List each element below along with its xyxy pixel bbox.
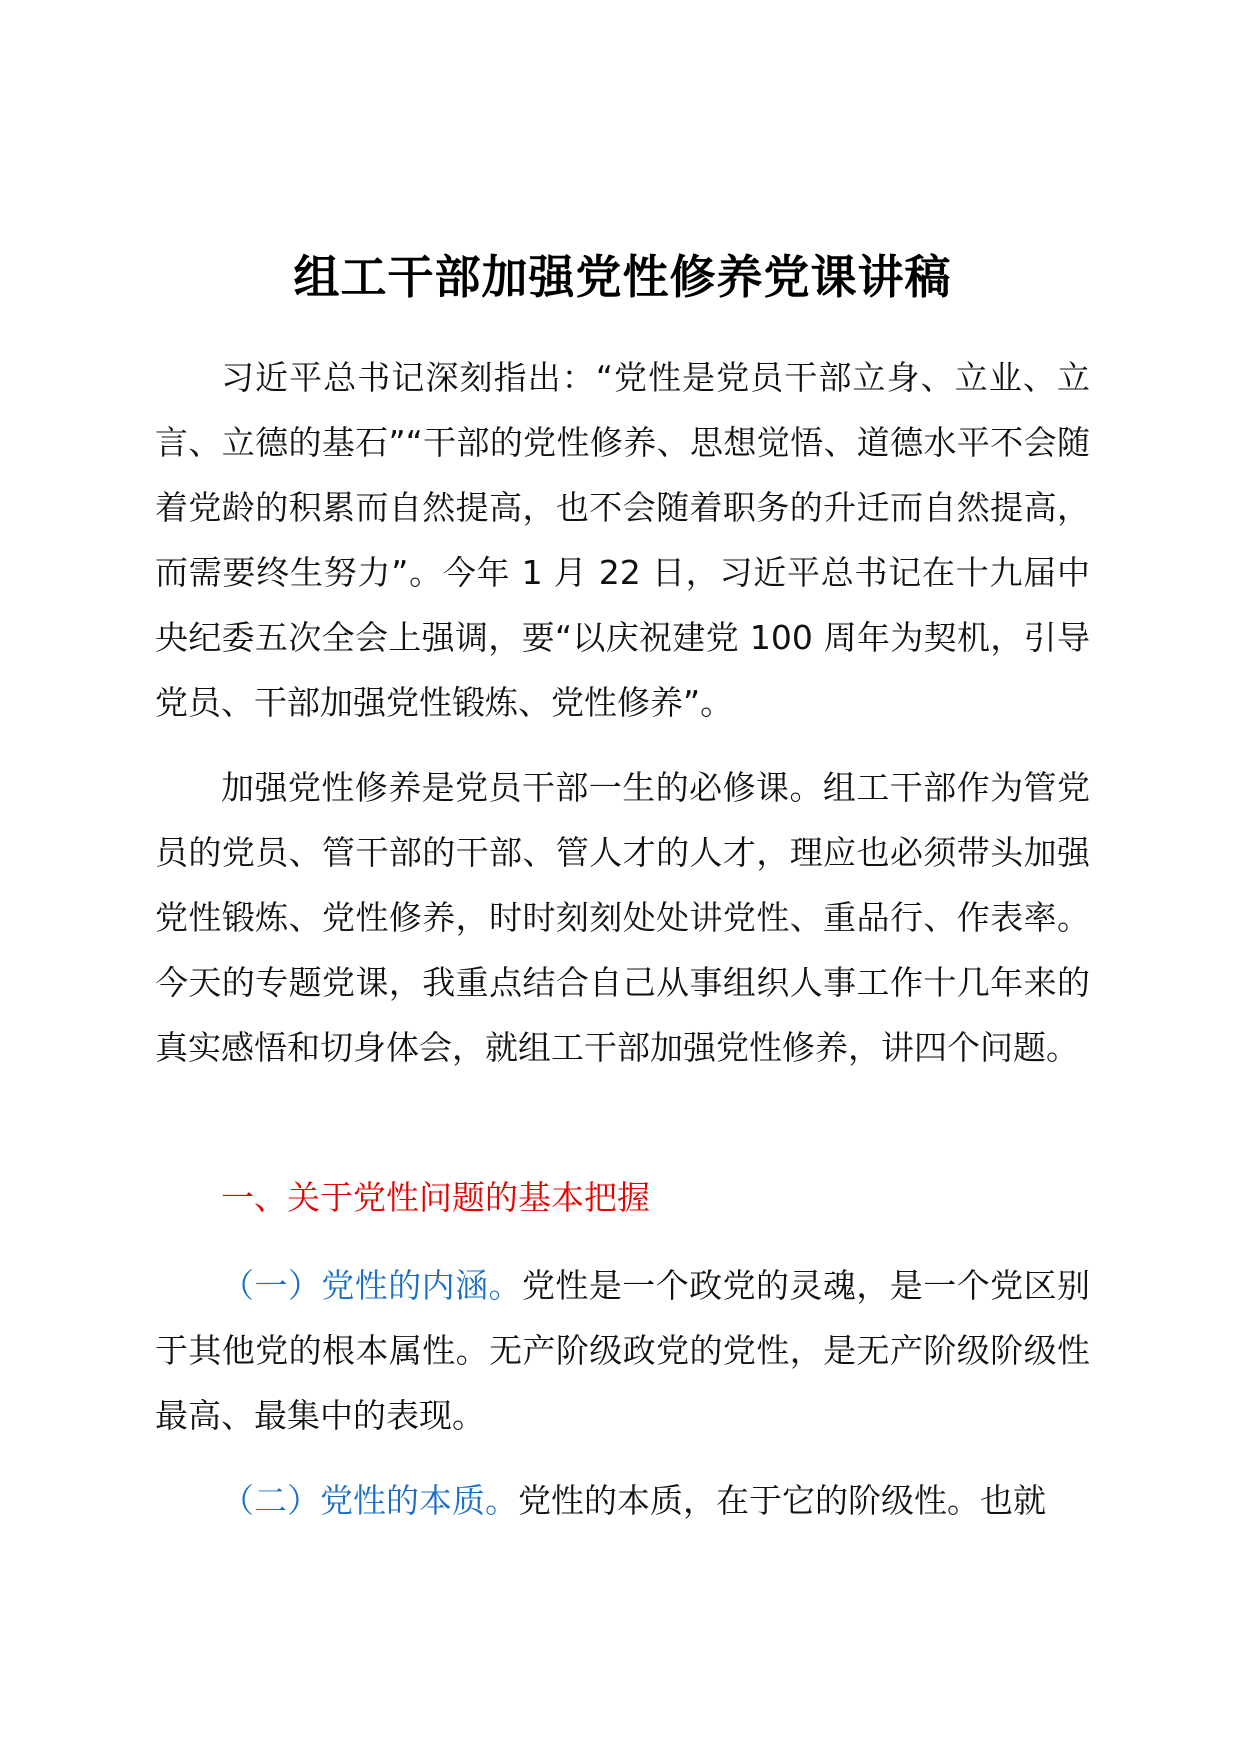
subsection-1-label: （一）党性的内涵。 bbox=[221, 1266, 522, 1305]
subsection-2 bbox=[155, 1468, 1090, 1533]
subsection-2-text: 党性的本质，在于它的阶级性。也就 bbox=[518, 1481, 1046, 1520]
paragraph-intro: 习近平总书记深刻指出：“党性是党员干部立身、立业、立言、立德的基石”“干部的党性修养、思想觉悟、道德水平不会随着党龄的积累而自然提高，也不会随着职务的升迁而自然提高，而需要终生努力”。今年 1 月 22 日，习近平总书记在十九届中央纪委五次全会上强调，要“以庆祝建党 100 周年为契机，引导党员、干部加强党性锻炼、党性修养”。 bbox=[155, 358, 1090, 722]
document-title: 组工干部加强党性修养党课讲稿 bbox=[293, 250, 952, 304]
subsection-1 bbox=[155, 1253, 1090, 1448]
subsection-1-text: 党性是一个政党的灵魂，是一个党区别于其他党的根本属性。无产阶级政党的党性，是无产阶级阶级性最高、最集中的表现。 bbox=[155, 1266, 1091, 1435]
paragraph-overview: 加强党性修养是党员干部一生的必修课。组工干部作为管党员的党员、管干部的干部、管人才的人才，理应也必须带头加强党性锻炼、党性修养，时时刻刻处处讲党性、重品行、作表率。今天的专题党课，我重点结合自己从事组织人事工作十几年来的真实感悟和切身体会，就组工干部加强党性修养，讲四个问题。 bbox=[155, 768, 1090, 1067]
section-heading-1: 一、关于党性问题的基本把握 bbox=[221, 1178, 650, 1217]
subsection-2-label: （二）党性的本质。 bbox=[221, 1481, 518, 1520]
